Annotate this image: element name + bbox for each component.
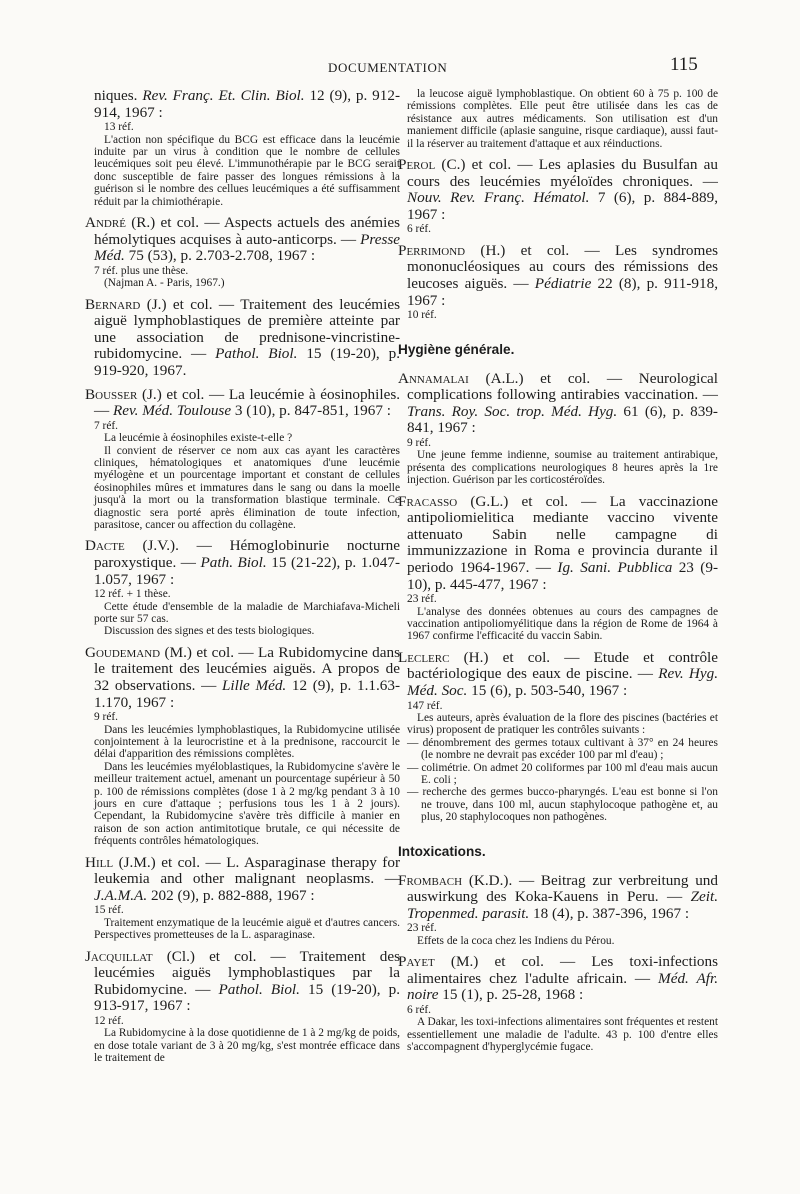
- journal-name: Rev. Hyg. Méd. Soc.: [407, 665, 718, 699]
- bibliography-entry: [85, 215, 400, 290]
- author-name: Annamalai: [398, 369, 469, 387]
- bibliography-entry: [398, 88, 718, 150]
- author-initials: (K.D.). —: [468, 871, 535, 889]
- abstract-text: 23 réf.: [407, 593, 437, 606]
- abstract-text: 7 réf. plus une thèse.: [94, 264, 189, 277]
- bibliography-entry: [398, 243, 718, 322]
- publication-details: 22 (8), p. 911-918, 1967 :: [407, 275, 718, 309]
- article-title: Aspects actuels des anémies hémolytiques acquises à auto-anticorps. —: [94, 214, 400, 248]
- publication-details: 12 (9), p. 912-914, 1967 :: [94, 87, 401, 121]
- list-item: — colimétrie. On admet 20 coliformes par 100 ml d'eau mais aucun E. coli ;: [407, 762, 718, 787]
- running-title: DOCUMENTATION: [328, 60, 448, 75]
- author-initials: (J.) et col. —: [141, 385, 225, 403]
- journal-name: Zeit. Tropenmed. parasit.: [407, 888, 719, 922]
- article-title: Les aplasies du Busulfan au cours des leucémies myéloïdes chroniques. —: [407, 156, 719, 190]
- author-name: Perrimond: [398, 241, 466, 259]
- citation: [85, 538, 400, 588]
- publication-details: 61 (6), p. 839-841, 1967 :: [407, 402, 718, 437]
- list-item: — recherche des germes bucco-pharyngés. L'eau est bonne si l'on ne trouve, dans 100 ml, aucun staphylocoque pathogène et, au plus, 20 staphylocoques non pathogènes.: [407, 786, 718, 823]
- abstract-text: 6 réf.: [407, 223, 432, 236]
- abstract-text: 147 réf.: [407, 699, 443, 712]
- author-initials: (A.L.) et col. —: [485, 369, 623, 387]
- author-initials: (Cl.) et col. —: [166, 947, 286, 965]
- abstract-text: 9 réf.: [407, 436, 432, 449]
- author-name: Goudemand: [85, 643, 161, 661]
- publication-details: 75 (53), p. 2.703-2.708, 1967 :: [128, 247, 316, 265]
- abstract-text: Il convient de réserver ce nom aux cas ayant les caractères cliniques, hématologiques et anatomiques d'une leucémie myélogène et un pourcentage important et constant de cellules éosinophiles mûres et immatures dans le sang ou dans la moelle jusqu'à la mort ou la transformation blastique terminale. Ce diagnostic sera porté après élimination de toute infection, parasitose, cancer ou affection du collagène.: [94, 444, 400, 532]
- bibliography-entry: [85, 387, 400, 532]
- abstract-text: La Rubidomycine à la dose quotidienne de 1 à 2 mg/kg de poids, en dose totale variant de 3 à 20 mg/kg, s'est montrée efficace dans le traitement de: [94, 1027, 400, 1065]
- author-initials: (M.) et col. —: [450, 953, 576, 971]
- journal-name: J.A.M.A.: [94, 886, 148, 904]
- bibliography-entry: [398, 371, 718, 487]
- author-name: Hill: [85, 853, 114, 871]
- journal-name: Nouv. Rev. Franç. Hématol.: [407, 189, 590, 207]
- abstract-text: Discussion des signes et des tests biologiques.: [104, 625, 315, 638]
- journal-name: Ig. Sani. Pubblica: [557, 558, 673, 576]
- citation: [398, 873, 718, 923]
- article-title: Traitement des leucémies aiguës lymphoblastiques par la Rubidomycine. —: [94, 947, 401, 998]
- abstract-text: L'analyse des données obtenues au cours des campagnes de vaccination antipoliomyélitique dans la région de Rome de 1964 à 1967 confirme l'efficacité du vaccin Sabin.: [407, 605, 718, 643]
- controls-list: [398, 737, 718, 824]
- abstract-text: Cette étude d'ensemble de la maladie de Marchiafava-Micheli porte sur 57 cas.: [94, 600, 400, 626]
- journal-name: Lille Méd.: [221, 677, 287, 695]
- page-header: [0, 54, 800, 84]
- bibliography-entry: [398, 157, 718, 236]
- page-number: 115: [670, 54, 698, 75]
- article-title: La vaccinazione antipoliomielitica mediante vaccino vivente attenuato Sabin nelle campagne di immunizzazione in Roma e provincia durante il periodo 1964-1967. —: [407, 492, 719, 576]
- abstract-text: 10 réf.: [407, 309, 437, 322]
- abstract-text: 13 réf.: [104, 121, 134, 134]
- article-title: La leucémie à éosinophiles. —: [94, 385, 401, 420]
- journal-name: Rev. Franç. Et. Clin. Biol.: [142, 87, 305, 104]
- abstract-text: 6 réf.: [407, 1004, 432, 1016]
- abstract-text: 12 réf. + 1 thèse.: [94, 588, 171, 601]
- citation: [85, 215, 400, 265]
- abstract-text: 7 réf.: [94, 419, 119, 432]
- author-name: Perol: [398, 156, 436, 174]
- author-initials: (J.) et col. —: [146, 295, 235, 313]
- citation: [85, 855, 400, 905]
- abstract-text: La leucémie à éosinophiles existe-t-elle ?: [104, 432, 293, 445]
- article-title: Neurological complications following antirabies vaccination. —: [407, 369, 719, 404]
- abstract-text: Traitement enzymatique de la leucémie aiguë et d'autres cancers. Perspectives prometteuses de la L. asparaginase.: [94, 916, 400, 942]
- citation: [398, 650, 718, 700]
- abstract-text: Dans les leucémies myéloblastiques, la Rubidomycine s'avère le meilleur traitement actuel, amenant un pourcentage supérieur à 50 p. 100 de rémissions complètes (dose 1 à 2 mg/kg pendant 3 à 10 jours en cure d'attaque ; perfusions tous les 1 à 2 jours). Cependant, la Rubidomycine s'avère très difficile à manier en raison de son action antimitotique brutale, ce qui nécessite de fréquents contrôles hématologiques.: [94, 760, 400, 848]
- section-heading-intoxications: Intoxications.: [398, 843, 486, 859]
- abstract-text: L'action non spécifique du BCG est efficace dans la leucémie induite par un virus à condition que le nombre de cellules leucémiques soit peu élevé. L'immunothérapie par le BCG serait donc susceptible de faire passer des longues rémissions à la guérison si le nombre des cellues leucémiques a été suffisamment réduit par la chimiothérapie.: [94, 133, 400, 208]
- bibliography-entry: [85, 949, 400, 1065]
- author-initials: (H.) et col. —: [463, 648, 580, 666]
- citation: [398, 157, 718, 223]
- publication-details: 15 (1), p. 25-28, 1968 :: [442, 986, 584, 1004]
- author-name: Jacquillat: [85, 947, 153, 965]
- citation: [398, 243, 718, 309]
- author-name: André: [85, 214, 126, 232]
- section-heading-hygiene: Hygiène générale.: [398, 341, 515, 357]
- bibliography-entry: [398, 650, 718, 824]
- citation: [85, 949, 400, 1015]
- bibliography-entry: [85, 88, 400, 208]
- publication-details: 15 (6), p. 503-540, 1967 :: [471, 681, 628, 699]
- author-name: Leclerc: [398, 648, 450, 666]
- publication-details: 23 (9-10), p. 445-477, 1967 :: [407, 558, 719, 593]
- abstract-text: (Najman A. - Paris, 1967.): [104, 277, 225, 290]
- abstract-text: la leucose aiguë lymphoblastique. On obtient 60 à 75 p. 100 de rémissions complètes. Elle peut être utilisée dans les cas de résistance aux autres médicaments. Son utilisation est d'un maniement difficile (aplasie sanguine, risque cardiaque), aussi faut-il la réserver au traitement d'attaque et aux réinductions.: [407, 88, 718, 150]
- publication-details: 15 (21-22), p. 1.047-1.057, 1967 :: [94, 554, 401, 588]
- bibliography-entry: [85, 297, 400, 380]
- abstract-text: Une jeune femme indienne, soumise au traitement antirabique, présenta des complications neurologiques 8 heures après la 1re injection. Guérison par les corticostéroïdes.: [407, 449, 718, 487]
- journal-name: Pédiatrie: [534, 275, 592, 292]
- author-initials: (M.) et col. —: [164, 643, 254, 661]
- citation: [398, 954, 718, 1004]
- publication-details: 15 (19-20), p. 913-917, 1967 :: [94, 980, 401, 1015]
- list-item: — dénombrement des germes totaux cultivant à 37° en 24 heures (le nombre ne devrait pas excéder 100 par ml d'eau) ;: [407, 737, 718, 762]
- author-initials: (R.) et col. —: [131, 214, 220, 232]
- article-title: L. Asparaginase therapy for leukemia and other malignant neoplasms. —: [94, 853, 400, 888]
- article-title: Hémoglobinurie nocturne paroxystique. —: [94, 537, 400, 572]
- journal-name: Rev. Méd. Toulouse: [112, 402, 232, 420]
- bibliography-entry: [85, 645, 400, 848]
- publication-details: 15 (19-20), p. 919-920, 1967.: [94, 345, 401, 379]
- bibliography-entry: [398, 873, 718, 948]
- journal-name: Pathol. Biol.: [218, 980, 300, 998]
- journal-name: Pathol. Biol.: [215, 345, 298, 363]
- publication-details: 7 (6), p. 884-889, 1967 :: [407, 189, 718, 223]
- author-name: Fracasso: [398, 492, 458, 510]
- author-initials: (G.L.) et col. —: [470, 492, 597, 510]
- abstract-text: 23 réf.: [407, 922, 437, 935]
- article-title: Beitrag zur verbreitung und auswirkung des Koka-Kauens in Peru. —: [407, 871, 718, 906]
- abstract-text: 9 réf.: [94, 711, 119, 724]
- author-name: Payet: [398, 953, 435, 971]
- citation: [398, 494, 718, 594]
- author-initials: (H.) et col. —: [480, 241, 600, 259]
- bibliography-entry: [398, 954, 718, 1053]
- author-initials: (C.) et col. —: [441, 156, 533, 174]
- bibliography-entry: [85, 538, 400, 637]
- journal-name: Path. Biol.: [200, 554, 267, 572]
- bibliography-entry: [398, 494, 718, 643]
- author-name: Bousser: [85, 385, 138, 403]
- citation: [85, 387, 400, 420]
- abstract-text: 12 réf.: [94, 1015, 124, 1028]
- abstract-text: Effets de la coca chez les Indiens du Pérou.: [417, 934, 615, 947]
- article-title: Etude et contrôle bactériologique des eaux de piscine. —: [407, 648, 719, 683]
- article-title: niques.: [94, 87, 138, 104]
- article-title: Les toxi-infections alimentaires chez l'adulte africain. —: [407, 953, 719, 987]
- left-column: [85, 88, 400, 1072]
- citation: [85, 297, 400, 380]
- citation: [85, 88, 400, 121]
- author-initials: (J.M.) et col. —: [118, 853, 221, 871]
- abstract-text: Les auteurs, après évaluation de la flore des piscines (bactéries et virus) proposent de pratiquer les contrôles suivants :: [407, 711, 718, 737]
- author-name: Bernard: [85, 295, 141, 313]
- abstract-text: Dans les leucémies lymphoblastiques, la Rubidomycine utilisée conjointement à la leurocristine et à la prednisone, raccourcit le délai d'apparition des rémissions complètes.: [94, 723, 400, 761]
- publication-details: 202 (9), p. 882-888, 1967 :: [150, 886, 315, 904]
- abstract-text: A Dakar, les toxi-infections alimentaires sont fréquentes et restent essentiellement une maladie de l'adulte. 43 p. 100 d'entre elles s'accompagnent d'hyperglycémie fugace.: [407, 1016, 718, 1054]
- publication-details: 18 (4), p. 387-396, 1967 :: [533, 904, 690, 922]
- journal-name: Trans. Roy. Soc. trop. Méd. Hyg.: [407, 402, 618, 420]
- publication-details: 12 (9), p. 1.1.63-1.170, 1967 :: [94, 677, 400, 711]
- journal-name: Méd. Afr. noire: [407, 969, 718, 1004]
- bibliography-entry: [85, 855, 400, 942]
- citation: [398, 371, 718, 437]
- publication-details: 3 (10), p. 847-851, 1967 :: [234, 402, 391, 420]
- abstract-text: 15 réf.: [94, 904, 124, 917]
- article-title: La Rubidomycine dans le traitement des leucémies aiguës. A propos de 32 observations. —: [94, 643, 401, 695]
- article-title: Traitement des leucémies aiguë lymphoblastiques de première atteinte par une association de prednisone-vincristine-rubidomycine. —: [94, 295, 400, 363]
- citation: [85, 645, 400, 711]
- article-title: Les syndromes mononucléosiques au cours des rémissions des leucoses aiguës. —: [407, 241, 718, 292]
- author-name: Dacte: [85, 537, 125, 555]
- author-name: Frombach: [398, 871, 463, 889]
- right-column: [398, 88, 718, 1061]
- author-initials: (J.V.). —: [142, 537, 212, 555]
- journal-name: Presse Méd.: [94, 230, 401, 265]
